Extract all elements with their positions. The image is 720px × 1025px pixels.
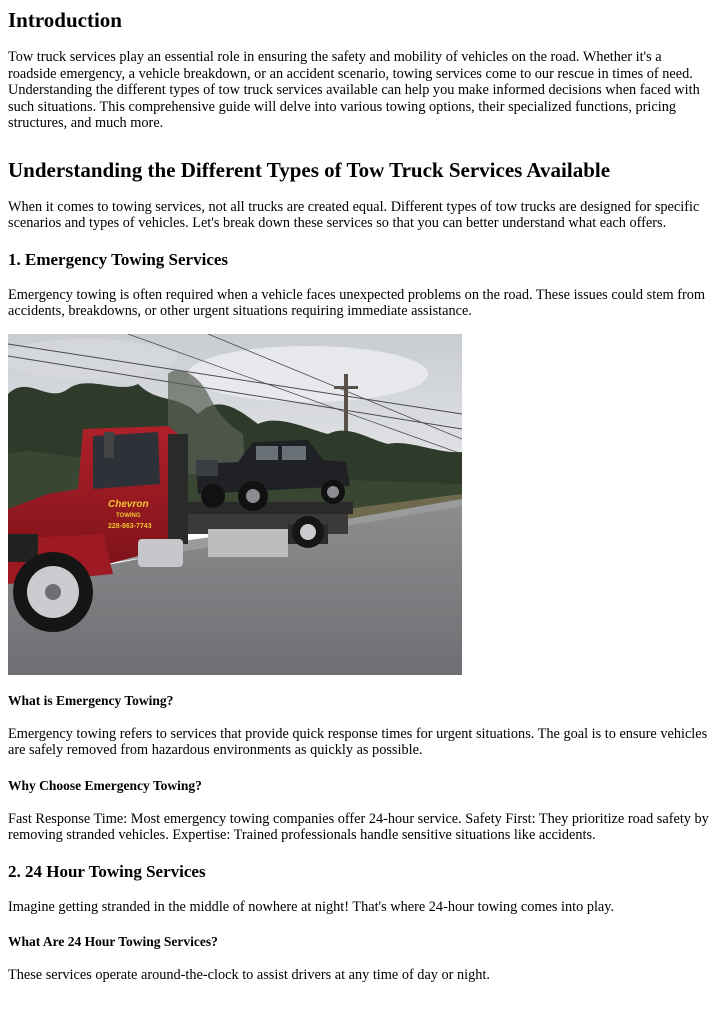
intro-heading: Introduction	[8, 8, 122, 32]
what-hour24-heading: What Are 24 Hour Towing Services?	[8, 934, 218, 949]
emergency-heading: 1. Emergency Towing Services	[8, 249, 229, 269]
hour24-heading: 2. 24 Hour Towing Services	[8, 861, 206, 881]
hour24-paragraph: Imagine getting stranded in the middle of nowhere at night! That's where 24-hour towing comes into play.	[8, 898, 615, 915]
tow-truck-photo	[8, 334, 462, 675]
article	[0, 8, 720, 984]
types-paragraph: When it comes to towing services, not all trucks are created equal. Different types of tow trucks are designed for specific scenarios and types of vehicles. Let's break down these services so that you can better understand what each offers.	[8, 198, 700, 231]
truck-sub-text: TOWING	[116, 512, 141, 519]
emergency-paragraph: Emergency towing is often required when a vehicle faces unexpected problems on the road. These issues could stem from accidents, breakdowns, or other urgent situations requiring immediate assistance.	[8, 286, 706, 319]
truck-brand-text: Chevron	[108, 498, 149, 510]
types-heading: Understanding the Different Types of Tow Truck Services Available	[8, 157, 611, 182]
why-emergency-heading: Why Choose Emergency Towing?	[8, 777, 202, 793]
what-hour24-paragraph: These services operate around-the-clock to assist drivers at any time of day or night.	[8, 967, 490, 983]
what-emergency-heading: What is Emergency Towing?	[8, 692, 174, 708]
what-emergency-paragraph: Emergency towing refers to services that provide quick response times for urgent situations. The goal is to ensure vehicles are safely removed from hazardous environments as quickly as possible.	[8, 725, 708, 758]
truck-phone-text: 228-863-7743	[108, 522, 152, 530]
intro-paragraph: Tow truck services play an essential role in ensuring the safety and mobility of vehicles on the road. Whether it's a roadside emergency, a vehicle breakdown, or an accident scenario, towing services come to our rescue in times of need. Understanding the different types of tow truck services available can help you make informed decisions when faced with such situations. This comprehensive guide will delve into various towing options, their specialized functions, pricing structures, and much more.	[8, 49, 700, 131]
why-emergency-paragraph: Fast Response Time: Most emergency towing companies offer 24-hour service. Safety First: They prioritize road safety by removing stranded vehicles. Expertise: Trained professionals handle sensitive situations like accidents.	[8, 810, 709, 843]
